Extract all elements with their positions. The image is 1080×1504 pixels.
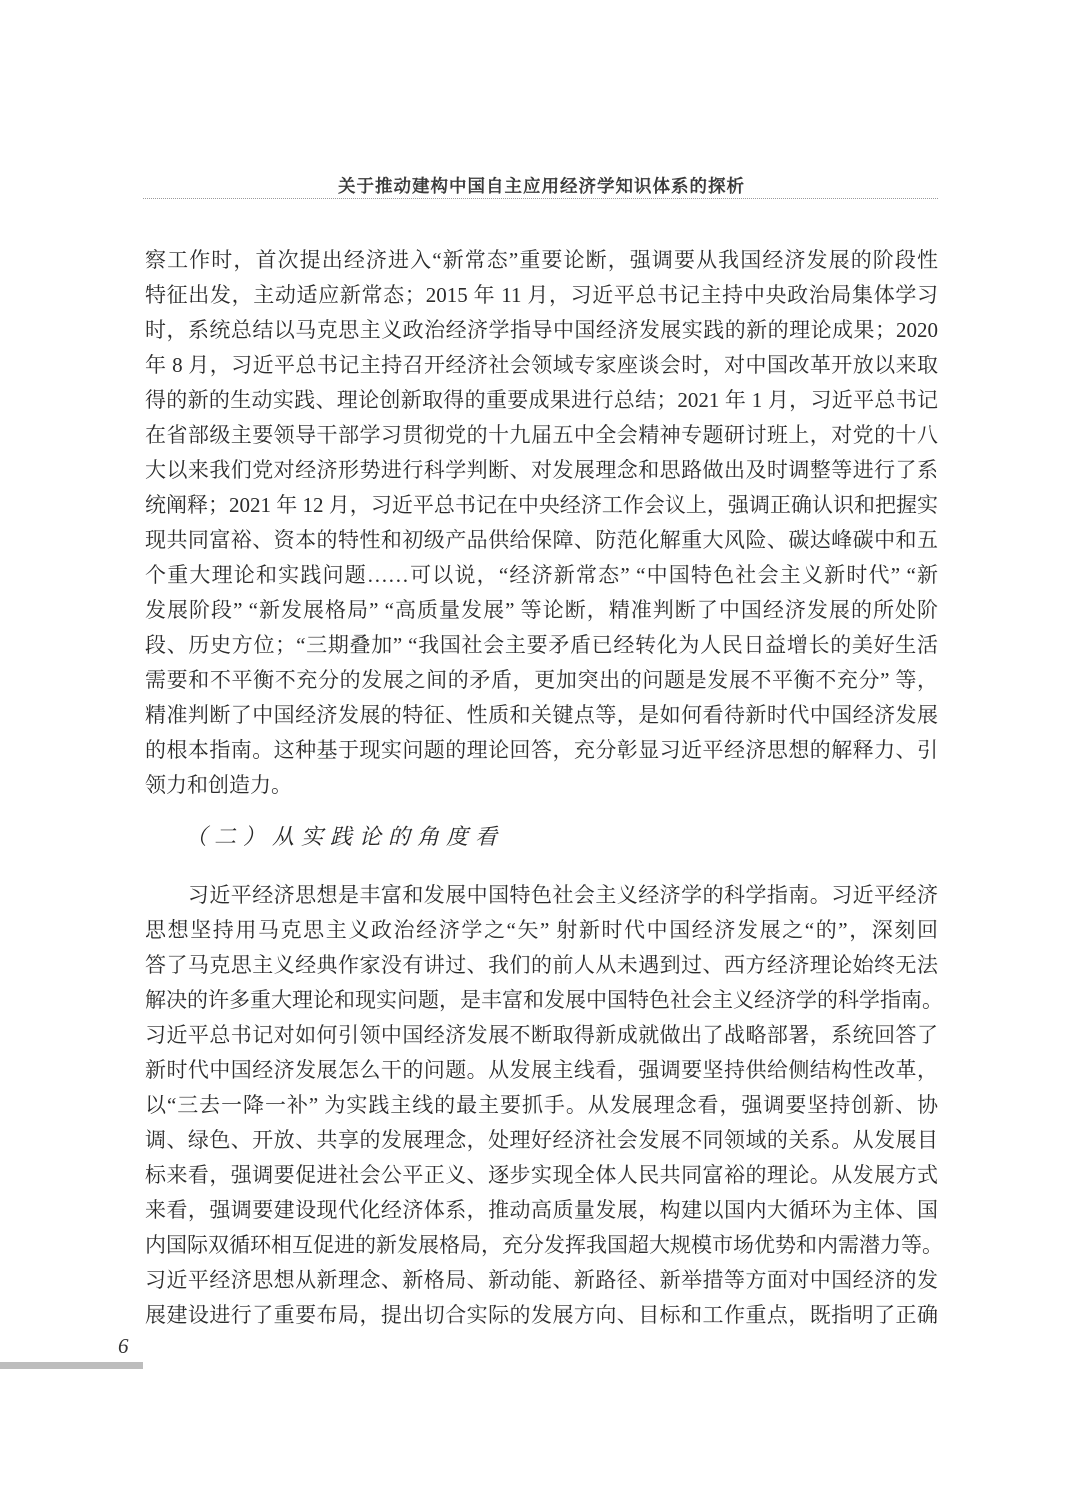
text-line: 展建设进行了重要布局，提出切合实际的发展方向、目标和工作重点，既指明了正确 [145, 1303, 938, 1327]
text-line: 调、绿色、开放、共享的发展理念，处理好经济社会发展不同领域的关系。从发展目 [145, 1128, 938, 1152]
text-line: 解决的许多重大理论和现实问题，是丰富和发展中国特色社会主义经济学的科学指南。 [145, 988, 943, 1012]
footer-bar [0, 1362, 143, 1369]
text-line: 内国际双循环相互促进的新发展格局，充分发挥我国超大规模市场优势和内需潜力等。 [145, 1233, 943, 1257]
text-line: 年 8 月，习近平总书记主持召开经济社会领域专家座谈会时，对中国改革开放以来取 [145, 353, 938, 377]
text-line: 习近平总书记对如何引领中国经济发展不断取得新成就做出了战略部署，系统回答了 [145, 1023, 938, 1047]
text-line: 领力和创造力。 [145, 773, 292, 797]
text-line: 大以来我们党对经济形势进行科学判断、对发展理念和思路做出及时调整等进行了系 [145, 458, 938, 482]
text-line: 精准判断了中国经济发展的特征、性质和关键点等，是如何看待新时代中国经济发展 [145, 703, 938, 727]
paragraph-2 [145, 878, 943, 1333]
text-line: 习近平经济思想从新理念、新格局、新动能、新路径、新举措等方面对中国经济的发 [145, 1268, 938, 1292]
text-line: 答了马克思主义经典作家没有讲过、我们的前人从未遇到过、西方经济理论始终无法 [145, 953, 938, 977]
text-line: 察工作时，首次提出经济进入“新常态”重要论断，强调要从我国经济发展的阶段性 [145, 248, 938, 272]
text-line: 时，系统总结以马克思主义政治经济学指导中国经济发展实践的新的理论成果；2020 [145, 318, 938, 342]
text-line: 习近平经济思想是丰富和发展中国特色社会主义经济学的科学指南。习近平经济 [145, 883, 938, 907]
text-line: 需要和不平衡不充分的发展之间的矛盾，更加突出的问题是发展不平衡不充分” 等， [145, 668, 938, 692]
text-line: 现共同富裕、资本的特性和初级产品供给保障、防范化解重大风险、碳达峰碳中和五 [145, 528, 938, 552]
text-line: 来看，强调要建设现代化经济体系，推动高质量发展，构建以国内大循环为主体、国 [145, 1198, 938, 1222]
text-line: 统阐释；2021 年 12 月，习近平总书记在中央经济工作会议上，强调正确认识和把握实 [145, 493, 938, 517]
running-head-title: 关于推动建构中国自主应用经济学知识体系的探析 [338, 176, 745, 196]
section-heading: （二）从实践论的角度看 [185, 824, 505, 849]
header-dotted-rule [143, 198, 938, 199]
text-line: 的根本指南。这种基于现实问题的理论回答，充分彰显习近平经济思想的解释力、引 [145, 738, 938, 762]
page-number: 6 [118, 1334, 129, 1358]
text-line: 得的新的生动实践、理论创新取得的重要成果进行总结；2021 年 1 月，习近平总书记 [145, 388, 938, 412]
text-line: 发展阶段” “新发展格局” “高质量发展” 等论断，精准判断了中国经济发展的所处阶 [145, 598, 938, 622]
text-line: 以“三去一降一补” 为实践主线的最主要抓手。从发展理念看，强调要坚持创新、协 [145, 1093, 938, 1117]
text-line: 新时代中国经济发展怎么干的问题。从发展主线看，强调要坚持供给侧结构性改革， [145, 1058, 938, 1082]
text-line: 特征出发，主动适应新常态；2015 年 11 月，习近平总书记主持中央政治局集体学习 [145, 283, 938, 307]
text-line: 思想坚持用马克思主义政治经济学之“矢” 射新时代中国经济发展之“的”，深刻回 [145, 918, 938, 942]
text-line: 在省部级主要领导干部学习贯彻党的十九届五中全会精神专题研讨班上，对党的十八 [145, 423, 938, 447]
text-line: 个重大理论和实践问题……可以说，“经济新常态” “中国特色社会主义新时代” “新 [145, 563, 938, 587]
paragraph-1 [145, 243, 938, 803]
text-line: 标来看，强调要促进社会公平正义、逐步实现全体人民共同富裕的理论。从发展方式 [145, 1163, 938, 1187]
text-line: 段、历史方位；“三期叠加” “我国社会主要矛盾已经转化为人民日益增长的美好生活 [145, 633, 938, 657]
